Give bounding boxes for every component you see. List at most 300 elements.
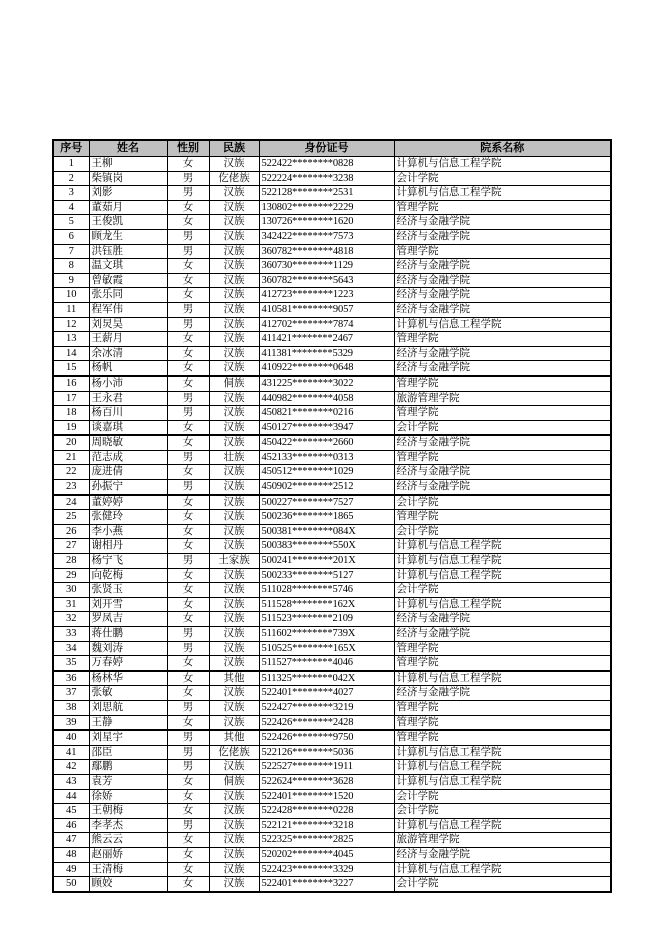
cell-department: 旅游管理学院 xyxy=(394,391,611,406)
cell-department: 经济与金融学院 xyxy=(394,847,611,862)
roster-table-container xyxy=(52,139,610,893)
cell-ethnicity: 汉族 xyxy=(209,818,259,833)
table-row xyxy=(53,671,611,686)
cell-department: 经济与金融学院 xyxy=(394,288,611,303)
cell-seq: 9 xyxy=(53,273,89,288)
cell-name: 张贤玉 xyxy=(89,583,167,598)
cell-department: 会计学院 xyxy=(394,420,611,435)
cell-id-number: 511528********162X xyxy=(259,597,394,612)
cell-id-number: 520202********4045 xyxy=(259,847,394,862)
cell-name: 罗凤吉 xyxy=(89,612,167,627)
cell-ethnicity: 汉族 xyxy=(209,215,259,230)
cell-department: 会计学院 xyxy=(394,804,611,819)
column-header-department: 院系名称 xyxy=(394,140,611,157)
cell-seq: 30 xyxy=(53,583,89,598)
cell-department: 管理学院 xyxy=(394,700,611,715)
cell-seq: 41 xyxy=(53,745,89,760)
table-row xyxy=(53,877,611,892)
cell-ethnicity: 其他 xyxy=(209,671,259,686)
cell-ethnicity: 汉族 xyxy=(209,656,259,671)
cell-id-number: 412723********1223 xyxy=(259,288,394,303)
cell-id-number: 522422********0828 xyxy=(259,157,394,172)
cell-seq: 44 xyxy=(53,789,89,804)
cell-seq: 4 xyxy=(53,200,89,215)
table-row xyxy=(53,789,611,804)
cell-name: 向乾梅 xyxy=(89,568,167,583)
cell-seq: 3 xyxy=(53,186,89,201)
cell-id-number: 522224********3238 xyxy=(259,171,394,186)
cell-seq: 10 xyxy=(53,288,89,303)
cell-name: 杨宁飞 xyxy=(89,554,167,569)
cell-name: 张健玲 xyxy=(89,510,167,525)
cell-name: 程军伟 xyxy=(89,302,167,317)
table-row xyxy=(53,259,611,274)
table-row xyxy=(53,612,611,627)
cell-department: 管理学院 xyxy=(394,715,611,730)
cell-seq: 11 xyxy=(53,302,89,317)
cell-id-number: 500236********1865 xyxy=(259,510,394,525)
table-row xyxy=(53,288,611,303)
cell-id-number: 411421********2467 xyxy=(259,332,394,347)
cell-seq: 13 xyxy=(53,332,89,347)
cell-ethnicity: 仡佬族 xyxy=(209,745,259,760)
cell-seq: 23 xyxy=(53,480,89,495)
cell-gender: 男 xyxy=(167,391,209,406)
cell-gender: 女 xyxy=(167,524,209,539)
cell-seq: 15 xyxy=(53,361,89,376)
cell-gender: 女 xyxy=(167,804,209,819)
table-row xyxy=(53,200,611,215)
table-row xyxy=(53,568,611,583)
table-row xyxy=(53,656,611,671)
cell-ethnicity: 汉族 xyxy=(209,627,259,642)
cell-gender: 女 xyxy=(167,495,209,510)
cell-name: 谈嘉琪 xyxy=(89,420,167,435)
cell-id-number: 522427********3219 xyxy=(259,700,394,715)
cell-department: 管理学院 xyxy=(394,406,611,421)
cell-id-number: 522428********0228 xyxy=(259,804,394,819)
cell-gender: 女 xyxy=(167,361,209,376)
cell-department: 计算机与信息工程学院 xyxy=(394,317,611,332)
cell-department: 管理学院 xyxy=(394,656,611,671)
cell-gender: 女 xyxy=(167,583,209,598)
cell-ethnicity: 汉族 xyxy=(209,524,259,539)
cell-gender: 男 xyxy=(167,406,209,421)
cell-ethnicity: 汉族 xyxy=(209,862,259,877)
cell-ethnicity: 汉族 xyxy=(209,259,259,274)
cell-seq: 14 xyxy=(53,346,89,361)
cell-id-number: 500227********7527 xyxy=(259,495,394,510)
cell-id-number: 410922********0648 xyxy=(259,361,394,376)
cell-seq: 48 xyxy=(53,847,89,862)
table-row xyxy=(53,495,611,510)
table-row xyxy=(53,420,611,435)
cell-id-number: 130802********2229 xyxy=(259,200,394,215)
cell-gender: 男 xyxy=(167,186,209,201)
cell-seq: 5 xyxy=(53,215,89,230)
cell-name: 孙振宁 xyxy=(89,480,167,495)
cell-gender: 男 xyxy=(167,229,209,244)
cell-ethnicity: 汉族 xyxy=(209,200,259,215)
cell-ethnicity: 其他 xyxy=(209,730,259,745)
cell-gender: 男 xyxy=(167,244,209,259)
cell-seq: 43 xyxy=(53,774,89,789)
cell-department: 经济与金融学院 xyxy=(394,215,611,230)
cell-seq: 22 xyxy=(53,465,89,480)
table-row xyxy=(53,186,611,201)
cell-name: 魏刘涛 xyxy=(89,641,167,656)
table-row xyxy=(53,273,611,288)
table-row xyxy=(53,302,611,317)
table-row xyxy=(53,524,611,539)
column-header-ethnicity: 民族 xyxy=(209,140,259,157)
cell-department: 计算机与信息工程学院 xyxy=(394,862,611,877)
cell-gender: 女 xyxy=(167,376,209,391)
cell-id-number: 500233********5127 xyxy=(259,568,394,583)
cell-ethnicity: 汉族 xyxy=(209,273,259,288)
cell-seq: 29 xyxy=(53,568,89,583)
cell-id-number: 511325********042X xyxy=(259,671,394,686)
cell-name: 杨百川 xyxy=(89,406,167,421)
cell-seq: 24 xyxy=(53,495,89,510)
cell-id-number: 450422********2660 xyxy=(259,435,394,450)
table-row xyxy=(53,376,611,391)
cell-department: 计算机与信息工程学院 xyxy=(394,554,611,569)
cell-ethnicity: 汉族 xyxy=(209,877,259,892)
cell-department: 经济与金融学院 xyxy=(394,686,611,701)
cell-gender: 女 xyxy=(167,157,209,172)
table-row xyxy=(53,804,611,819)
cell-gender: 男 xyxy=(167,450,209,465)
cell-ethnicity: 汉族 xyxy=(209,186,259,201)
cell-id-number: 522527********1911 xyxy=(259,760,394,775)
cell-ethnicity: 汉族 xyxy=(209,361,259,376)
cell-gender: 女 xyxy=(167,612,209,627)
cell-department: 计算机与信息工程学院 xyxy=(394,818,611,833)
cell-name: 王俊凯 xyxy=(89,215,167,230)
table-row xyxy=(53,157,611,172)
cell-id-number: 360730********1129 xyxy=(259,259,394,274)
cell-seq: 42 xyxy=(53,760,89,775)
cell-id-number: 522426********9750 xyxy=(259,730,394,745)
cell-seq: 31 xyxy=(53,597,89,612)
cell-seq: 45 xyxy=(53,804,89,819)
table-row xyxy=(53,539,611,554)
cell-department: 旅游管理学院 xyxy=(394,833,611,848)
column-header-gender: 性别 xyxy=(167,140,209,157)
cell-seq: 34 xyxy=(53,641,89,656)
cell-id-number: 342422********7573 xyxy=(259,229,394,244)
cell-id-number: 431225********3022 xyxy=(259,376,394,391)
cell-id-number: 450127********3947 xyxy=(259,420,394,435)
cell-seq: 7 xyxy=(53,244,89,259)
cell-id-number: 522128********2531 xyxy=(259,186,394,201)
cell-ethnicity: 汉族 xyxy=(209,539,259,554)
cell-name: 王清梅 xyxy=(89,862,167,877)
cell-seq: 17 xyxy=(53,391,89,406)
cell-seq: 6 xyxy=(53,229,89,244)
cell-name: 杨帆 xyxy=(89,361,167,376)
cell-id-number: 500241********201X xyxy=(259,554,394,569)
cell-gender: 男 xyxy=(167,760,209,775)
cell-id-number: 522401********3227 xyxy=(259,877,394,892)
cell-gender: 男 xyxy=(167,554,209,569)
cell-seq: 8 xyxy=(53,259,89,274)
cell-gender: 男 xyxy=(167,171,209,186)
cell-ethnicity: 汉族 xyxy=(209,715,259,730)
cell-seq: 49 xyxy=(53,862,89,877)
table-row xyxy=(53,597,611,612)
table-row xyxy=(53,730,611,745)
cell-name: 杨小沛 xyxy=(89,376,167,391)
cell-department: 经济与金融学院 xyxy=(394,480,611,495)
cell-department: 计算机与信息工程学院 xyxy=(394,760,611,775)
cell-name: 刘思航 xyxy=(89,700,167,715)
cell-department: 经济与金融学院 xyxy=(394,229,611,244)
cell-ethnicity: 汉族 xyxy=(209,317,259,332)
cell-gender: 女 xyxy=(167,671,209,686)
cell-gender: 女 xyxy=(167,273,209,288)
cell-ethnicity: 汉族 xyxy=(209,288,259,303)
cell-ethnicity: 汉族 xyxy=(209,229,259,244)
cell-id-number: 511527********4046 xyxy=(259,656,394,671)
cell-department: 管理学院 xyxy=(394,244,611,259)
cell-department: 经济与金融学院 xyxy=(394,259,611,274)
cell-ethnicity: 侗族 xyxy=(209,774,259,789)
cell-name: 董婷婷 xyxy=(89,495,167,510)
cell-gender: 女 xyxy=(167,862,209,877)
column-header-seq: 序号 xyxy=(53,140,89,157)
cell-name: 刘开雪 xyxy=(89,597,167,612)
cell-id-number: 522423********3329 xyxy=(259,862,394,877)
cell-id-number: 522121********3218 xyxy=(259,818,394,833)
cell-name: 袁芳 xyxy=(89,774,167,789)
table-row xyxy=(53,745,611,760)
cell-seq: 16 xyxy=(53,376,89,391)
cell-gender: 女 xyxy=(167,346,209,361)
cell-id-number: 450902********2512 xyxy=(259,480,394,495)
cell-id-number: 511523********2109 xyxy=(259,612,394,627)
cell-department: 会计学院 xyxy=(394,583,611,598)
cell-name: 温文琪 xyxy=(89,259,167,274)
cell-ethnicity: 汉族 xyxy=(209,302,259,317)
cell-department: 经济与金融学院 xyxy=(394,361,611,376)
cell-id-number: 511602********739X xyxy=(259,627,394,642)
cell-department: 计算机与信息工程学院 xyxy=(394,745,611,760)
cell-name: 徐娇 xyxy=(89,789,167,804)
cell-ethnicity: 汉族 xyxy=(209,157,259,172)
cell-id-number: 522401********4027 xyxy=(259,686,394,701)
cell-name: 李小燕 xyxy=(89,524,167,539)
cell-department: 管理学院 xyxy=(394,200,611,215)
cell-name: 杨林华 xyxy=(89,671,167,686)
cell-id-number: 412702********7874 xyxy=(259,317,394,332)
table-row xyxy=(53,641,611,656)
header-row xyxy=(53,140,611,157)
cell-name: 王永君 xyxy=(89,391,167,406)
cell-department: 管理学院 xyxy=(394,332,611,347)
cell-department: 经济与金融学院 xyxy=(394,627,611,642)
table-row xyxy=(53,229,611,244)
cell-id-number: 500383********550X xyxy=(259,539,394,554)
cell-seq: 46 xyxy=(53,818,89,833)
cell-id-number: 440982********4058 xyxy=(259,391,394,406)
cell-seq: 32 xyxy=(53,612,89,627)
cell-seq: 35 xyxy=(53,656,89,671)
table-row xyxy=(53,862,611,877)
cell-seq: 26 xyxy=(53,524,89,539)
cell-ethnicity: 汉族 xyxy=(209,495,259,510)
cell-id-number: 511028********5746 xyxy=(259,583,394,598)
cell-gender: 男 xyxy=(167,641,209,656)
table-row xyxy=(53,332,611,347)
cell-ethnicity: 汉族 xyxy=(209,510,259,525)
cell-ethnicity: 汉族 xyxy=(209,597,259,612)
cell-department: 经济与金融学院 xyxy=(394,302,611,317)
table-row xyxy=(53,510,611,525)
cell-ethnicity: 壮族 xyxy=(209,450,259,465)
cell-name: 蒋仕鹏 xyxy=(89,627,167,642)
cell-department: 计算机与信息工程学院 xyxy=(394,186,611,201)
cell-department: 计算机与信息工程学院 xyxy=(394,568,611,583)
cell-name: 顾龙生 xyxy=(89,229,167,244)
cell-name: 王静 xyxy=(89,715,167,730)
table-row xyxy=(53,465,611,480)
cell-department: 计算机与信息工程学院 xyxy=(394,157,611,172)
cell-name: 张乐同 xyxy=(89,288,167,303)
cell-gender: 女 xyxy=(167,877,209,892)
cell-gender: 女 xyxy=(167,200,209,215)
cell-name: 鄢鹏 xyxy=(89,760,167,775)
cell-name: 顾姣 xyxy=(89,877,167,892)
cell-gender: 男 xyxy=(167,317,209,332)
cell-gender: 女 xyxy=(167,833,209,848)
cell-id-number: 410581********9057 xyxy=(259,302,394,317)
cell-gender: 女 xyxy=(167,568,209,583)
column-header-name: 姓名 xyxy=(89,140,167,157)
cell-id-number: 452133********0313 xyxy=(259,450,394,465)
cell-name: 王朝梅 xyxy=(89,804,167,819)
cell-ethnicity: 仡佬族 xyxy=(209,171,259,186)
cell-gender: 女 xyxy=(167,597,209,612)
cell-department: 管理学院 xyxy=(394,450,611,465)
cell-department: 计算机与信息工程学院 xyxy=(394,671,611,686)
cell-id-number: 522426********2428 xyxy=(259,715,394,730)
cell-name: 李孝杰 xyxy=(89,818,167,833)
table-row xyxy=(53,847,611,862)
cell-gender: 男 xyxy=(167,730,209,745)
cell-id-number: 500381********084X xyxy=(259,524,394,539)
table-row xyxy=(53,715,611,730)
cell-department: 经济与金融学院 xyxy=(394,612,611,627)
table-row xyxy=(53,346,611,361)
cell-id-number: 411381********5329 xyxy=(259,346,394,361)
cell-ethnicity: 汉族 xyxy=(209,406,259,421)
table-row xyxy=(53,171,611,186)
table-row xyxy=(53,450,611,465)
cell-department: 计算机与信息工程学院 xyxy=(394,597,611,612)
cell-name: 刘炅昊 xyxy=(89,317,167,332)
cell-gender: 女 xyxy=(167,789,209,804)
cell-gender: 女 xyxy=(167,420,209,435)
cell-ethnicity: 汉族 xyxy=(209,612,259,627)
cell-name: 刘影 xyxy=(89,186,167,201)
cell-name: 洪钰胜 xyxy=(89,244,167,259)
cell-name: 张敏 xyxy=(89,686,167,701)
cell-gender: 女 xyxy=(167,539,209,554)
cell-seq: 39 xyxy=(53,715,89,730)
cell-ethnicity: 汉族 xyxy=(209,420,259,435)
cell-ethnicity: 汉族 xyxy=(209,641,259,656)
cell-seq: 18 xyxy=(53,406,89,421)
table-header xyxy=(53,140,611,157)
cell-seq: 37 xyxy=(53,686,89,701)
cell-seq: 50 xyxy=(53,877,89,892)
table-row xyxy=(53,583,611,598)
cell-name: 邵臣 xyxy=(89,745,167,760)
cell-seq: 19 xyxy=(53,420,89,435)
cell-gender: 男 xyxy=(167,700,209,715)
cell-name: 王薪月 xyxy=(89,332,167,347)
table-row xyxy=(53,244,611,259)
table-row xyxy=(53,700,611,715)
table-row xyxy=(53,435,611,450)
table-row xyxy=(53,406,611,421)
cell-seq: 28 xyxy=(53,554,89,569)
cell-department: 经济与金融学院 xyxy=(394,435,611,450)
student-roster-table xyxy=(52,139,612,893)
cell-gender: 女 xyxy=(167,656,209,671)
cell-department: 经济与金融学院 xyxy=(394,465,611,480)
table-row xyxy=(53,818,611,833)
cell-seq: 12 xyxy=(53,317,89,332)
cell-gender: 女 xyxy=(167,465,209,480)
cell-id-number: 130726********1620 xyxy=(259,215,394,230)
cell-department: 经济与金融学院 xyxy=(394,346,611,361)
cell-name: 柴镇岗 xyxy=(89,171,167,186)
cell-department: 会计学院 xyxy=(394,495,611,510)
cell-name: 谢相丹 xyxy=(89,539,167,554)
cell-department: 管理学院 xyxy=(394,376,611,391)
cell-ethnicity: 汉族 xyxy=(209,804,259,819)
cell-name: 董茹月 xyxy=(89,200,167,215)
cell-ethnicity: 汉族 xyxy=(209,583,259,598)
cell-name: 赵丽娇 xyxy=(89,847,167,862)
cell-id-number: 522126********5036 xyxy=(259,745,394,760)
cell-gender: 男 xyxy=(167,745,209,760)
table-row xyxy=(53,554,611,569)
cell-id-number: 522401********1520 xyxy=(259,789,394,804)
cell-ethnicity: 汉族 xyxy=(209,391,259,406)
cell-department: 经济与金融学院 xyxy=(394,273,611,288)
cell-seq: 47 xyxy=(53,833,89,848)
cell-gender: 男 xyxy=(167,627,209,642)
cell-gender: 女 xyxy=(167,288,209,303)
cell-gender: 女 xyxy=(167,510,209,525)
cell-name: 曾敏霞 xyxy=(89,273,167,288)
cell-gender: 男 xyxy=(167,302,209,317)
cell-id-number: 510525********165X xyxy=(259,641,394,656)
cell-department: 会计学院 xyxy=(394,524,611,539)
cell-ethnicity: 汉族 xyxy=(209,568,259,583)
cell-ethnicity: 汉族 xyxy=(209,789,259,804)
cell-id-number: 360782********4818 xyxy=(259,244,394,259)
cell-ethnicity: 汉族 xyxy=(209,346,259,361)
cell-name: 庞进倩 xyxy=(89,465,167,480)
table-row xyxy=(53,480,611,495)
table-row xyxy=(53,686,611,701)
cell-department: 会计学院 xyxy=(394,171,611,186)
